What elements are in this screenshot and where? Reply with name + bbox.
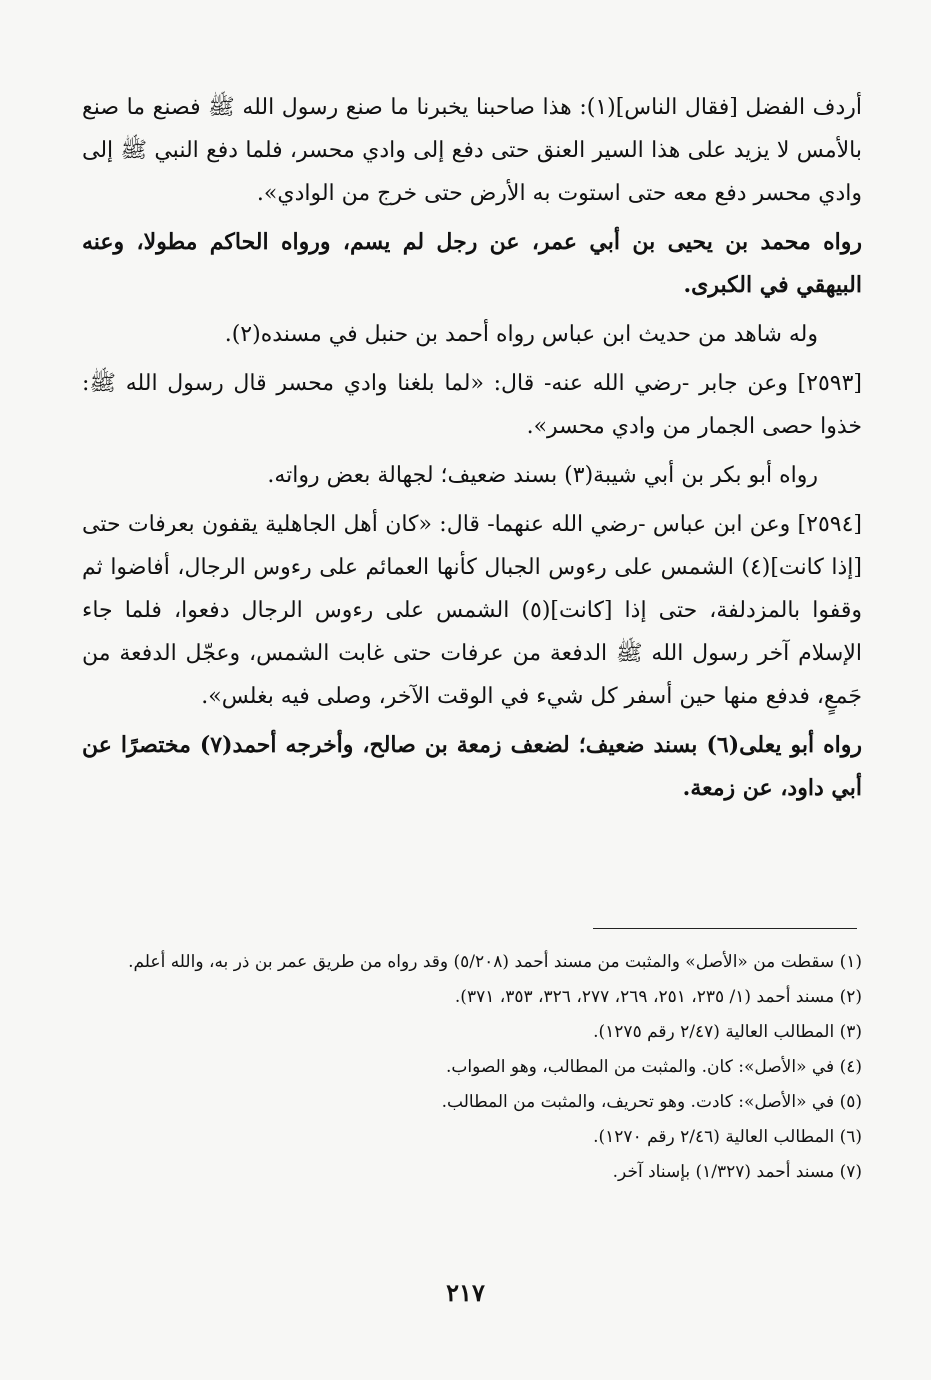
footnote-1: (١) سقطت من «الأصل» والمثبت من مسند أحمد (٥/٢٠٨) وقد رواه من طريق عمر بن ذر به، والله أعلم.	[128, 952, 862, 972]
page-number: ٢١٧	[446, 1278, 485, 1307]
paragraph-7-source: رواه أبو يعلى(٦) بسند ضعيف؛ لضعف زمعة بن صالح، وأخرجه أحمد(٧) مختصرًا عن أبي داود، عن زمعة.	[82, 732, 862, 801]
footnote-3: (٣) المطالب العالية (٢/٤٧ رقم ١٢٧٥).	[593, 1022, 862, 1042]
paragraph-1: أردف الفضل [فقال الناس](١): هذا صاحبنا يخبرنا ما صنع رسول الله ﷺ فصنع ما صنع بالأمس لا يزيد على هذا السير العنق حتى دفع إلى وادي محسر، فلما دفع النبي ﷺ إلى وادي محسر دفع معه حتى استوت به الأرض حتى خرج من الوادي».	[82, 95, 862, 206]
footnotes	[82, 945, 862, 1190]
footnote-7: (٧) مسند أحمد (١/٣٢٧) بإسناد آخر.	[612, 1162, 862, 1182]
footnote-5: (٥) في «الأصل»: كادت. وهو تحريف، والمثبت من المطالب.	[441, 1092, 862, 1112]
paragraph-2-source: رواه محمد بن يحيى بن أبي عمر، عن رجل لم يسم، ورواه الحاكم مطولا، وعنه البيهقي في الكبرى.	[82, 229, 862, 298]
paragraph-3: وله شاهد من حديث ابن عباس رواه أحمد بن حنبل في مسنده(٢).	[224, 322, 818, 347]
footnote-divider	[593, 928, 857, 929]
footnote-4: (٤) في «الأصل»: كان. والمثبت من المطالب، وهو الصواب.	[445, 1057, 862, 1077]
footnote-6: (٦) المطالب العالية (٢/٤٦ رقم ١٢٧٠).	[593, 1127, 862, 1147]
paragraph-5: رواه أبو بكر بن أبي شيبة(٣) بسند ضعيف؛ لجهالة بعض رواته.	[267, 463, 818, 488]
paragraph-4-hadith-2593: [٢٥٩٣] وعن جابر -رضي الله عنه- قال: «لما بلغنا وادي محسر قال رسول الله ﷺ: خذوا حصى الجمار من وادي محسر».	[82, 371, 862, 439]
paragraph-6-hadith-2594: [٢٥٩٤] وعن ابن عباس -رضي الله عنهما- قال: «كان أهل الجاهلية يقفون بعرفات حتى [إذا كانت](٤) الشمس على رءوس الجبال كأنها العمائم على رءوس الرجال، أفاضوا ثم وقفوا بالمزدلفة، حتى إذا [كانت](٥) الشمس على رءوس الرجال دفعوا، فلما جاء الإسلام آخر رسول الله ﷺ الدفعة من عرفات حتى غابت الشمس، وعجّل الدفعة من جَمعٍ، فدفع منها حين أسفر كل شيء في الوقت الآخر، وصلى فيه بغلس».	[82, 512, 862, 709]
main-text	[82, 86, 862, 816]
footnote-2: (٢) مسند أحمد (١/ ٢٣٥، ٢٥١، ٢٦٩، ٢٧٧، ٣٢٦، ٣٥٣، ٣٧١).	[454, 987, 862, 1007]
